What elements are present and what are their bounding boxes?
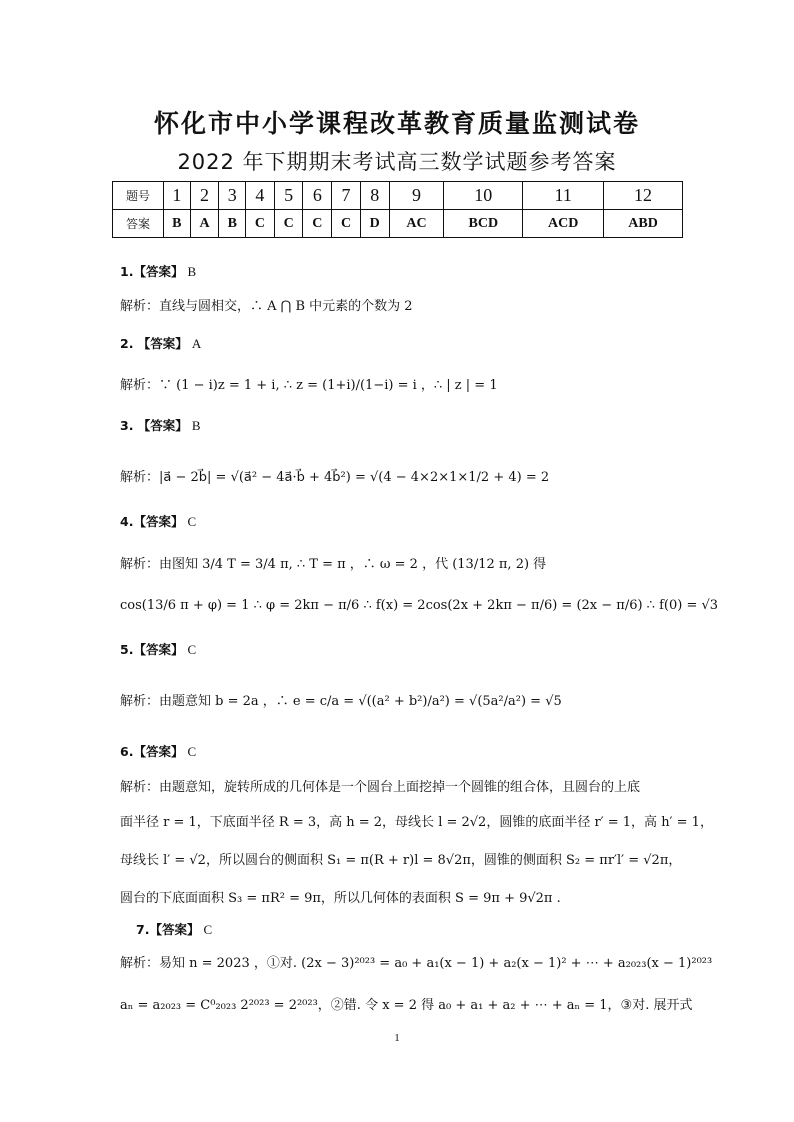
- question-label: 3. 【答案】: [120, 418, 188, 433]
- question-label: 4.【答案】: [120, 514, 184, 529]
- table-cell-answer: BCD: [444, 210, 523, 238]
- question-answer: C: [203, 922, 213, 937]
- question-3-heading: [120, 416, 200, 434]
- question-5-heading: [120, 640, 196, 658]
- table-cell-answer: A: [190, 210, 219, 238]
- question-4-solution-line-2: cos(13/6 π + φ) = 1 ∴ φ = 2kπ − π/6 ∴ f(x) = 2cos(2x + 2kπ − π/6) = (2x − π/6) ∴ f(0) = √3: [120, 598, 719, 613]
- question-7-heading: [136, 920, 212, 938]
- table-cell-number: 8: [360, 182, 389, 210]
- question-1-heading: [120, 262, 196, 280]
- table-cell-number: 11: [523, 182, 604, 210]
- question-answer: C: [187, 514, 197, 529]
- question-label: 1.【答案】: [120, 264, 184, 279]
- question-7-solution-line-1: 解析：易知 n = 2023 ，①对. (2x − 3)²⁰²³ = a₀ + a₁(x − 1) + a₂(x − 1)² + ⋯ + a₂₀₂₃(x − 1)²⁰²³: [120, 956, 713, 971]
- table-cell-answer: ACD: [523, 210, 604, 238]
- table-cell-answer: B: [219, 210, 246, 238]
- table-cell-number: 4: [246, 182, 275, 210]
- question-answer: C: [187, 642, 197, 657]
- question-answer: C: [187, 744, 197, 759]
- question-1-solution: 解析：直线与圆相交，∴ A ⋂ B 中元素的个数为 2: [120, 299, 413, 314]
- table-label-question-number: 题号: [113, 182, 164, 210]
- question-answer: B: [191, 418, 201, 433]
- question-6-solution-line-3: 母线长 l′ = √2，所以圆台的侧面积 S₁ = π(R + r)l = 8√2π，圆锥的侧面积 S₂ = πr′l′ = √2π，: [120, 853, 682, 868]
- table-cell-answer: D: [360, 210, 389, 238]
- question-6-solution-line-2: 面半径 r = 1，下底面半径 R = 3，高 h = 2，母线长 l = 2√2，圆锥的底面半径 r′ = 1，高 h′ = 1，: [120, 815, 713, 830]
- table-cell-answer: C: [332, 210, 361, 238]
- answer-table: [112, 181, 683, 238]
- table-row-answers: [113, 210, 683, 238]
- table-cell-number: 7: [332, 182, 361, 210]
- question-7-solution-line-2: aₙ = a₂₀₂₃ = C⁰₂₀₂₃ 2²⁰²³ = 2²⁰²³，②错. 令 x = 2 得 a₀ + a₁ + a₂ + ⋯ + aₙ = 1，③对. 展开式: [120, 998, 693, 1013]
- table-cell-answer: ABD: [604, 210, 683, 238]
- table-cell-number: 12: [604, 182, 683, 210]
- table-row-numbers: [113, 182, 683, 210]
- table-cell-answer: AC: [389, 210, 444, 238]
- question-6-solution-line-1: 解析：由题意知，旋转所成的几何体是一个圆台上面挖掉一个圆锥的组合体，且圆台的上底: [120, 780, 641, 795]
- table-cell-number: 9: [389, 182, 444, 210]
- table-cell-number: 10: [444, 182, 523, 210]
- question-label: 2. 【答案】: [120, 336, 188, 351]
- table-cell-number: 3: [219, 182, 246, 210]
- table-cell-number: 1: [164, 182, 191, 210]
- question-4-heading: [120, 512, 196, 530]
- question-label: 6.【答案】: [120, 744, 184, 759]
- question-4-solution-line-1: 解析：由图知 3/4 T = 3/4 π, ∴ T = π ，∴ ω = 2 ，代 (13/12 π, 2) 得: [120, 557, 547, 572]
- question-5-solution: 解析：由题意知 b = 2a ，∴ e = c/a = √((a² + b²)/a²) = √(5a²/a²) = √5: [120, 694, 562, 709]
- question-6-solution-line-4: 圆台的下底面面积 S₃ = πR² = 9π，所以几何体的表面积 S = 9π + 9√2π .: [120, 891, 561, 906]
- question-2-heading: [120, 334, 201, 352]
- question-3-solution: 解析：|a⃗ − 2b⃗| = √(a⃗² − 4a⃗·b⃗ + 4b⃗²) = √(4 − 4×2×1×1/2 + 4) = 2: [120, 470, 550, 485]
- table-cell-number: 5: [274, 182, 303, 210]
- page-title: 怀化市中小学课程改革教育质量监测试卷: [153, 109, 640, 138]
- table-cell-answer: C: [303, 210, 332, 238]
- question-2-solution: 解析：∵ (1 − i)z = 1 + i, ∴ z = (1+i)/(1−i) = i ，∴ | z | = 1: [120, 378, 498, 393]
- page-number: 1: [394, 1032, 400, 1044]
- table-cell-answer: B: [164, 210, 191, 238]
- question-label: 7.【答案】: [136, 922, 200, 937]
- table-cell-answer: C: [246, 210, 275, 238]
- question-answer: B: [187, 264, 197, 279]
- table-cell-answer: C: [274, 210, 303, 238]
- table-label-answer: 答案: [113, 210, 164, 238]
- question-answer: A: [191, 336, 202, 351]
- question-6-heading: [120, 742, 196, 760]
- table-cell-number: 2: [190, 182, 219, 210]
- question-label: 5.【答案】: [120, 642, 184, 657]
- table-cell-number: 6: [303, 182, 332, 210]
- page-subtitle: 2022 年下期期末考试高三数学试题参考答案: [177, 150, 617, 174]
